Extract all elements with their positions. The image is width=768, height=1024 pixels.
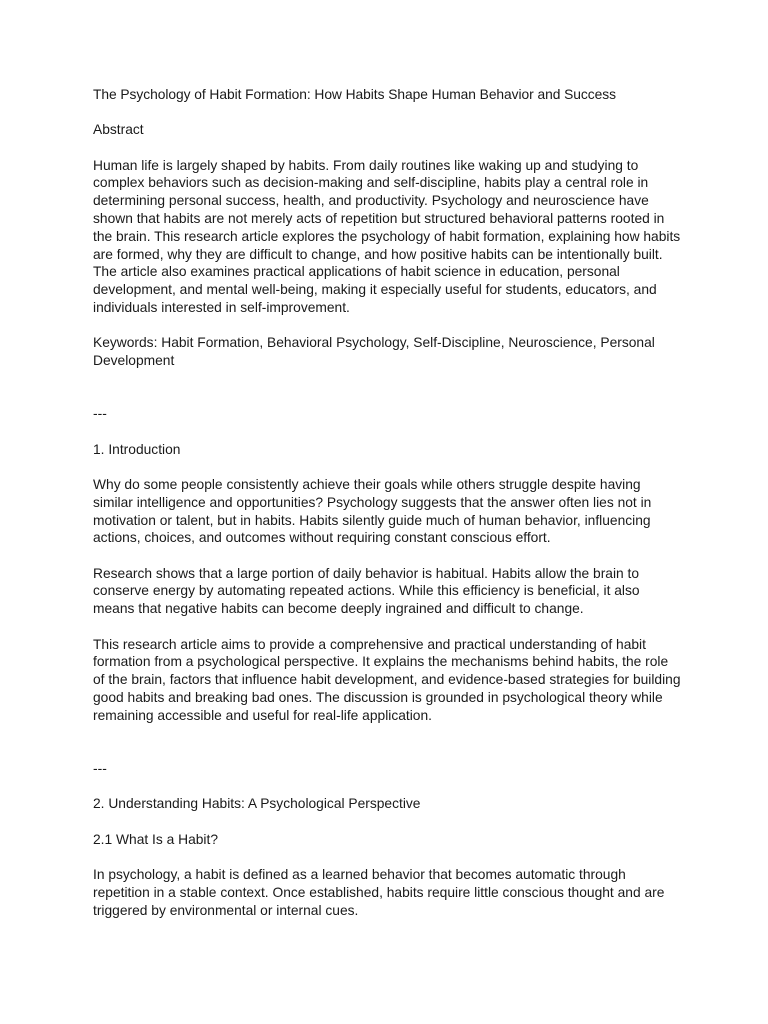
section-2-1-paragraph: In psychology, a habit is defined as a learned behavior that becomes automatic through repetition in a stable context. Once established, habits require little conscious thought and are triggered by environmental or internal cues. [93,866,665,918]
keywords-line: Keywords: Habit Formation, Behavioral Psychology, Self-Discipline, Neuroscience, Personal Development [93,335,655,369]
introduction-heading: 1. Introduction [93,441,181,457]
document-page [93,86,683,919]
introduction-paragraph-2: Research shows that a large portion of daily behavior is habitual. Habits allow the brain to conserve energy by automating repeated actions. While this efficiency is beneficial, it also means that negative habits can become deeply ingrained and difficult to change. [93,565,640,617]
section-separator: --- [93,761,107,777]
section-2-1-heading: 2.1 What Is a Habit? [93,831,219,847]
abstract-paragraph: Human life is largely shaped by habits. From daily routines like waking up and studying to complex behaviors such as decision-making and self-discipline, habits play a central role in determining personal success, health, and productivity. Psychology and neuroscience have shown that habits are not merely acts of repetition but structured behavioral patterns rooted in the brain. This research article explores the psychology of habit formation, explaining how habits are formed, why they are difficult to change, and how positive habits can be intentionally built. The article also examines practical applications of habit science in education, personal development, and mental well-being, making it especially useful for students, educators, and individuals interested in self-improvement. [93,157,681,315]
document-title: The Psychology of Habit Formation: How Habits Shape Human Behavior and Success [93,87,616,102]
section-separator: --- [93,406,107,422]
section-2-heading: 2. Understanding Habits: A Psychological Perspective [93,796,421,812]
abstract-heading: Abstract [93,122,144,138]
introduction-paragraph-3: This research article aims to provide a comprehensive and practical understanding of habit formation from a psychological perspective. It explains the mechanisms behind habits, the role of the brain, factors that influence habit development, and evidence-based strategies for building good habits and breaking bad ones. The discussion is grounded in psychological theory while remaining accessible and useful for real-life application. [93,636,681,723]
introduction-paragraph-1: Why do some people consistently achieve their goals while others struggle despite having similar intelligence and opportunities? Psychology suggests that the answer often lies not in motivation or talent, but in habits. Habits silently guide much of human behavior, influencing actions, choices, and outcomes without requiring constant conscious effort. [93,476,652,546]
